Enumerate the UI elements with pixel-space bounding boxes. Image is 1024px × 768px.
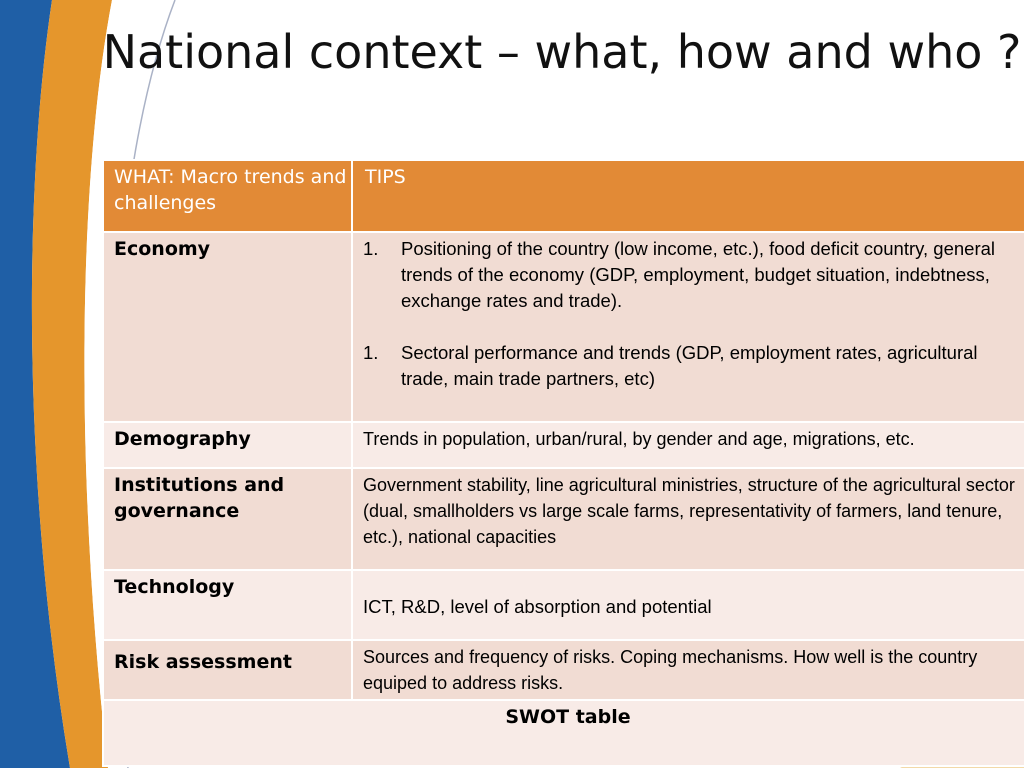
row-label-institutions: Institutions and governance <box>103 468 352 570</box>
row-tips-technology: ICT, R&D, level of absorption and potential <box>352 570 1024 640</box>
slide-title: National context – what, how and who ? <box>102 25 1022 79</box>
header-tips: TIPS <box>352 160 1024 232</box>
macro-trends-table <box>102 159 1024 767</box>
row-label-risk: Risk assessment <box>103 640 352 700</box>
table-row <box>103 422 1024 468</box>
row-label-economy: Economy <box>103 232 352 422</box>
list-item: 1. Sectoral performance and trends (GDP, employment rates, agricultural trade, main trade partners, etc) <box>363 342 978 389</box>
row-tips-institutions: Government stability, line agricultural ministries, structure of the agricultural sector (dual, smallholders vs large scale farms, representativity of farmers, land tenure, etc.), national capacities <box>352 468 1024 570</box>
header-what: WHAT: Macro trends and challenges <box>103 160 352 232</box>
swot-table-label: SWOT table <box>103 700 1024 766</box>
table-header-row <box>103 160 1024 232</box>
row-label-demography: Demography <box>103 422 352 468</box>
table-row <box>103 468 1024 570</box>
table-footer-row <box>103 700 1024 766</box>
table-row <box>103 570 1024 640</box>
list-item: 1. Positioning of the country (low income, etc.), food deficit country, general trends of the economy (GDP, employment, budget situation, indebtness, exchange rates and trade). <box>363 238 996 311</box>
row-tips-risk: Sources and frequency of risks. Coping mechanisms. How well is the country equiped to address risks. <box>352 640 1024 700</box>
economy-tips-list <box>363 236 1022 392</box>
row-label-technology: Technology <box>103 570 352 640</box>
table-row <box>103 640 1024 700</box>
table-row <box>103 232 1024 422</box>
row-tips-economy <box>352 232 1024 422</box>
row-tips-demography: Trends in population, urban/rural, by gender and age, migrations, etc. <box>352 422 1024 468</box>
